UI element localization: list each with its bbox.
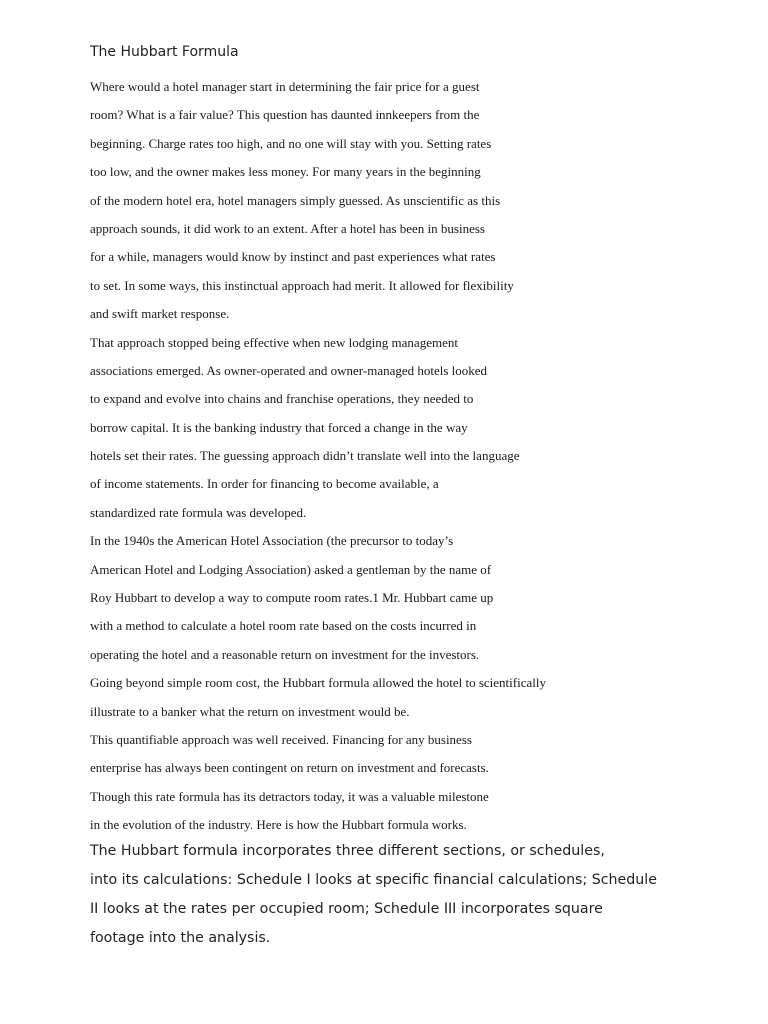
text-line: In the 1940s the American Hotel Association (the precursor to today’s: [90, 533, 454, 549]
text-line: Roy Hubbart to develop a way to compute room rates.1 Mr. Hubbart came up: [90, 590, 494, 606]
text-line: standardized rate formula was developed.: [90, 504, 307, 520]
text-line: and swift market response.: [90, 306, 230, 322]
document-title: The Hubbart Formula: [90, 44, 239, 60]
text-line: enterprise has always been contingent on return on investment and forecasts.: [90, 760, 489, 776]
text-line: with a method to calculate a hotel room rate based on the costs incurred in: [90, 618, 477, 634]
text-line: associations emerged. As owner-operated and owner-managed hotels looked: [90, 362, 488, 378]
text-line: beginning. Charge rates too high, and no one will stay with you. Setting rates: [90, 135, 492, 151]
text-line: to expand and evolve into chains and franchise operations, they needed to: [90, 391, 474, 407]
body-text: [90, 73, 730, 840]
text-line: footage into the analysis.: [90, 930, 271, 946]
text-line: American Hotel and Lodging Association) asked a gentleman by the name of: [90, 561, 492, 577]
text-line: operating the hotel and a reasonable return on investment for the investors.: [90, 646, 480, 662]
text-line: to set. In some ways, this instinctual approach had merit. It allowed for flexibility: [90, 277, 514, 293]
text-line: borrow capital. It is the banking industry that forced a change in the way: [90, 419, 468, 435]
closing-paragraph: [90, 837, 750, 953]
text-line: approach sounds, it did work to an extent. After a hotel has been in business: [90, 220, 485, 236]
text-line: Going beyond simple room cost, the Hubbart formula allowed the hotel to scientifically: [90, 675, 546, 691]
text-line: into its calculations: Schedule I looks at specific financial calculations; Schedule: [90, 872, 657, 888]
text-line: too low, and the owner makes less money. For many years in the beginning: [90, 164, 481, 180]
text-line: Though this rate formula has its detractors today, it was a valuable milestone: [90, 788, 489, 804]
text-line: room? What is a fair value? This question has daunted innkeepers from the: [90, 107, 480, 123]
text-line: This quantifiable approach was well received. Financing for any business: [90, 731, 472, 747]
text-line: illustrate to a banker what the return on investment would be.: [90, 703, 410, 719]
text-line: That approach stopped being effective when new lodging management: [90, 334, 458, 350]
text-line: of the modern hotel era, hotel managers simply guessed. As unscientific as this: [90, 192, 501, 208]
text-line: II looks at the rates per occupied room; Schedule III incorporates square: [90, 901, 603, 917]
text-line: in the evolution of the industry. Here is how the Hubbart formula works.: [90, 817, 467, 833]
text-line: hotels set their rates. The guessing approach didn’t translate well into the language: [90, 448, 520, 464]
text-line: Where would a hotel manager start in determining the fair price for a guest: [90, 79, 480, 94]
text-line: of income statements. In order for financing to become available, a: [90, 476, 439, 492]
text-line: for a while, managers would know by instinct and past experiences what rates: [90, 249, 496, 265]
text-line: The Hubbart formula incorporates three different sections, or schedules,: [90, 843, 605, 859]
